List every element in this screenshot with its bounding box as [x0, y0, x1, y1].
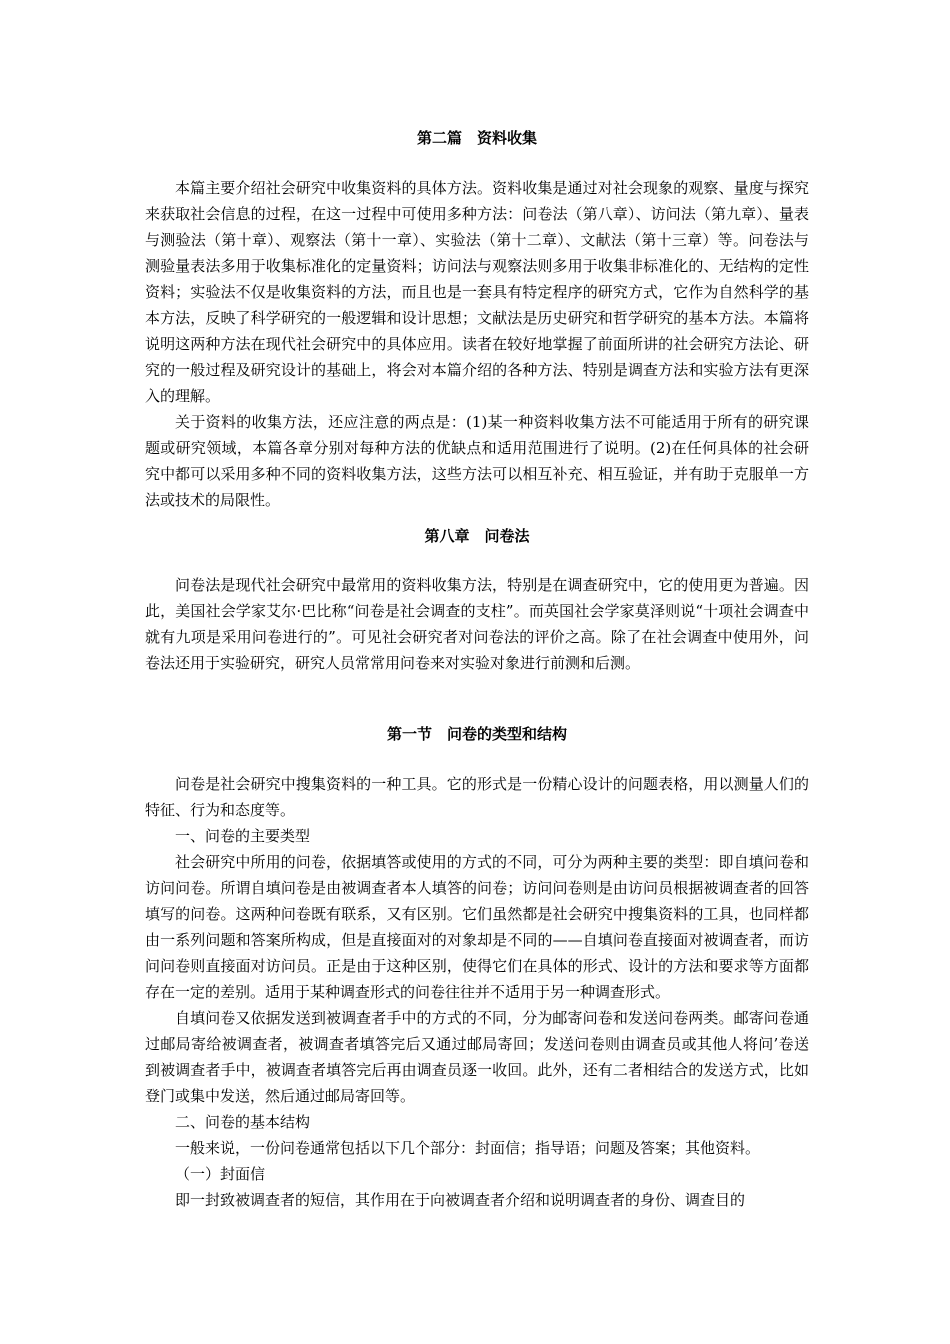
subheading: 二、问卷的基本结构 [175, 1113, 311, 1131]
part-title: 第二篇 资料收集 [416, 129, 537, 147]
section-title: 第一节 问卷的类型和结构 [386, 725, 567, 743]
chapter-intro [145, 572, 809, 676]
paragraph: 一般来说，一份问卷通常包括以下几个部分：封面信；指导语；问题及答案；其他资料。 [175, 1139, 761, 1157]
paragraph: 本篇主要介绍社会研究中收集资料的具体方法。资料收集是通过对社会现象的观察、量度与探究来获取社会信息的过程，在这一过程中可使用多种方法：问卷法（第八章）、访问法（第九章）、量表与测验法（第十章）、观察法（第十一章）、实验法（第十二章）、文献法（第十三章）等。问卷法与测验量表法多用于收集标准化的定量资料；访问法与观察法则多用于收集非标准化的、无结构的定性资料；实验法不仅是收集资料的方法，而且也是一套具有特定程序的研究方式，它作为自然科学的基本方法，反映了科学研究的一般逻辑和设计思想；文献法是历史研究和哲学研究的基本方法。本篇将说明这两种方法在现代社会研究中的具体应用。读者在较好地掌握了前面所讲的社会研究方法论、研究的一般过程及研究设计的基础上，将会对本篇介绍的各种方法、特别是调查方法和实验方法有更深入的理解。 [145, 179, 809, 405]
part-intro [145, 175, 809, 513]
paragraph: 问卷是社会研究中搜集资料的一种工具。它的形式是一份精心设计的问题表格，用以测量人们的特征、行为和态度等。 [145, 775, 809, 819]
chapter-title: 第八章 问卷法 [424, 527, 530, 545]
paragraph: 即一封致被调查者的短信，其作用在于向被调查者介绍和说明调查者的身份、调查目的 [175, 1191, 746, 1209]
subheading: （一）封面信 [175, 1165, 266, 1183]
section-body [145, 771, 809, 1213]
subheading: 一、问卷的主要类型 [175, 827, 311, 845]
paragraph: 自填问卷又依据发送到被调查者手中的方式的不同，分为邮寄问卷和发送问卷两类。邮寄问卷通过邮局寄给被调查者，被调查者填答完后又通过邮局寄回；发送问卷则由调查员或其他人将问’卷送到被调查者手中，被调查者填答完后再由调查员逐一收回。此外，还有二者相结合的发送方式，比如登门或集中发送，然后通过邮局寄回等。 [145, 1009, 809, 1105]
paragraph: 关于资料的收集方法，还应注意的两点是：(1)某一种资料收集方法不可能适用于所有的研究课题或研究领域，本篇各章分别对每种方法的优缺点和适用范围进行了说明。(2)在任何具体的社会研究中都可以采用多种不同的资料收集方法，这些方法可以相互补充、相互验证，并有助于克服单一方法或技术的局限性。 [145, 413, 809, 509]
paragraph: 社会研究中所用的问卷，依据填答或使用的方式的不同，可分为两种主要的类型：即自填问卷和访问问卷。所谓自填问卷是由被调查者本人填答的问卷；访问问卷则是由访问员根据被调查者的回答填写的问卷。这两种问卷既有联系，又有区别。它们虽然都是社会研究中搜集资料的工具，也同样都由一系列问题和答案所构成，但是直接面对的对象却是不同的——自填问卷直接面对被调查者，而访问问卷则直接面对访问员。正是由于这种区别，使得它们在具体的形式、设计的方法和要求等方面都存在一定的差别。适用于某种调查形式的问卷往往并不适用于另一种调查形式。 [145, 853, 809, 1001]
paragraph: 问卷法是现代社会研究中最常用的资料收集方法，特别是在调查研究中，它的使用更为普遍。因此，美国社会学家艾尔·巴比称“问卷是社会调查的支柱”。而英国社会学家莫泽则说“十项社会调查中就有九项是采用问卷进行的”。可见社会研究者对问卷法的评价之高。除了在社会调查中使用外，问卷法还用于实验研究，研究人员常常用问卷来对实验对象进行前测和后测。 [145, 576, 809, 672]
